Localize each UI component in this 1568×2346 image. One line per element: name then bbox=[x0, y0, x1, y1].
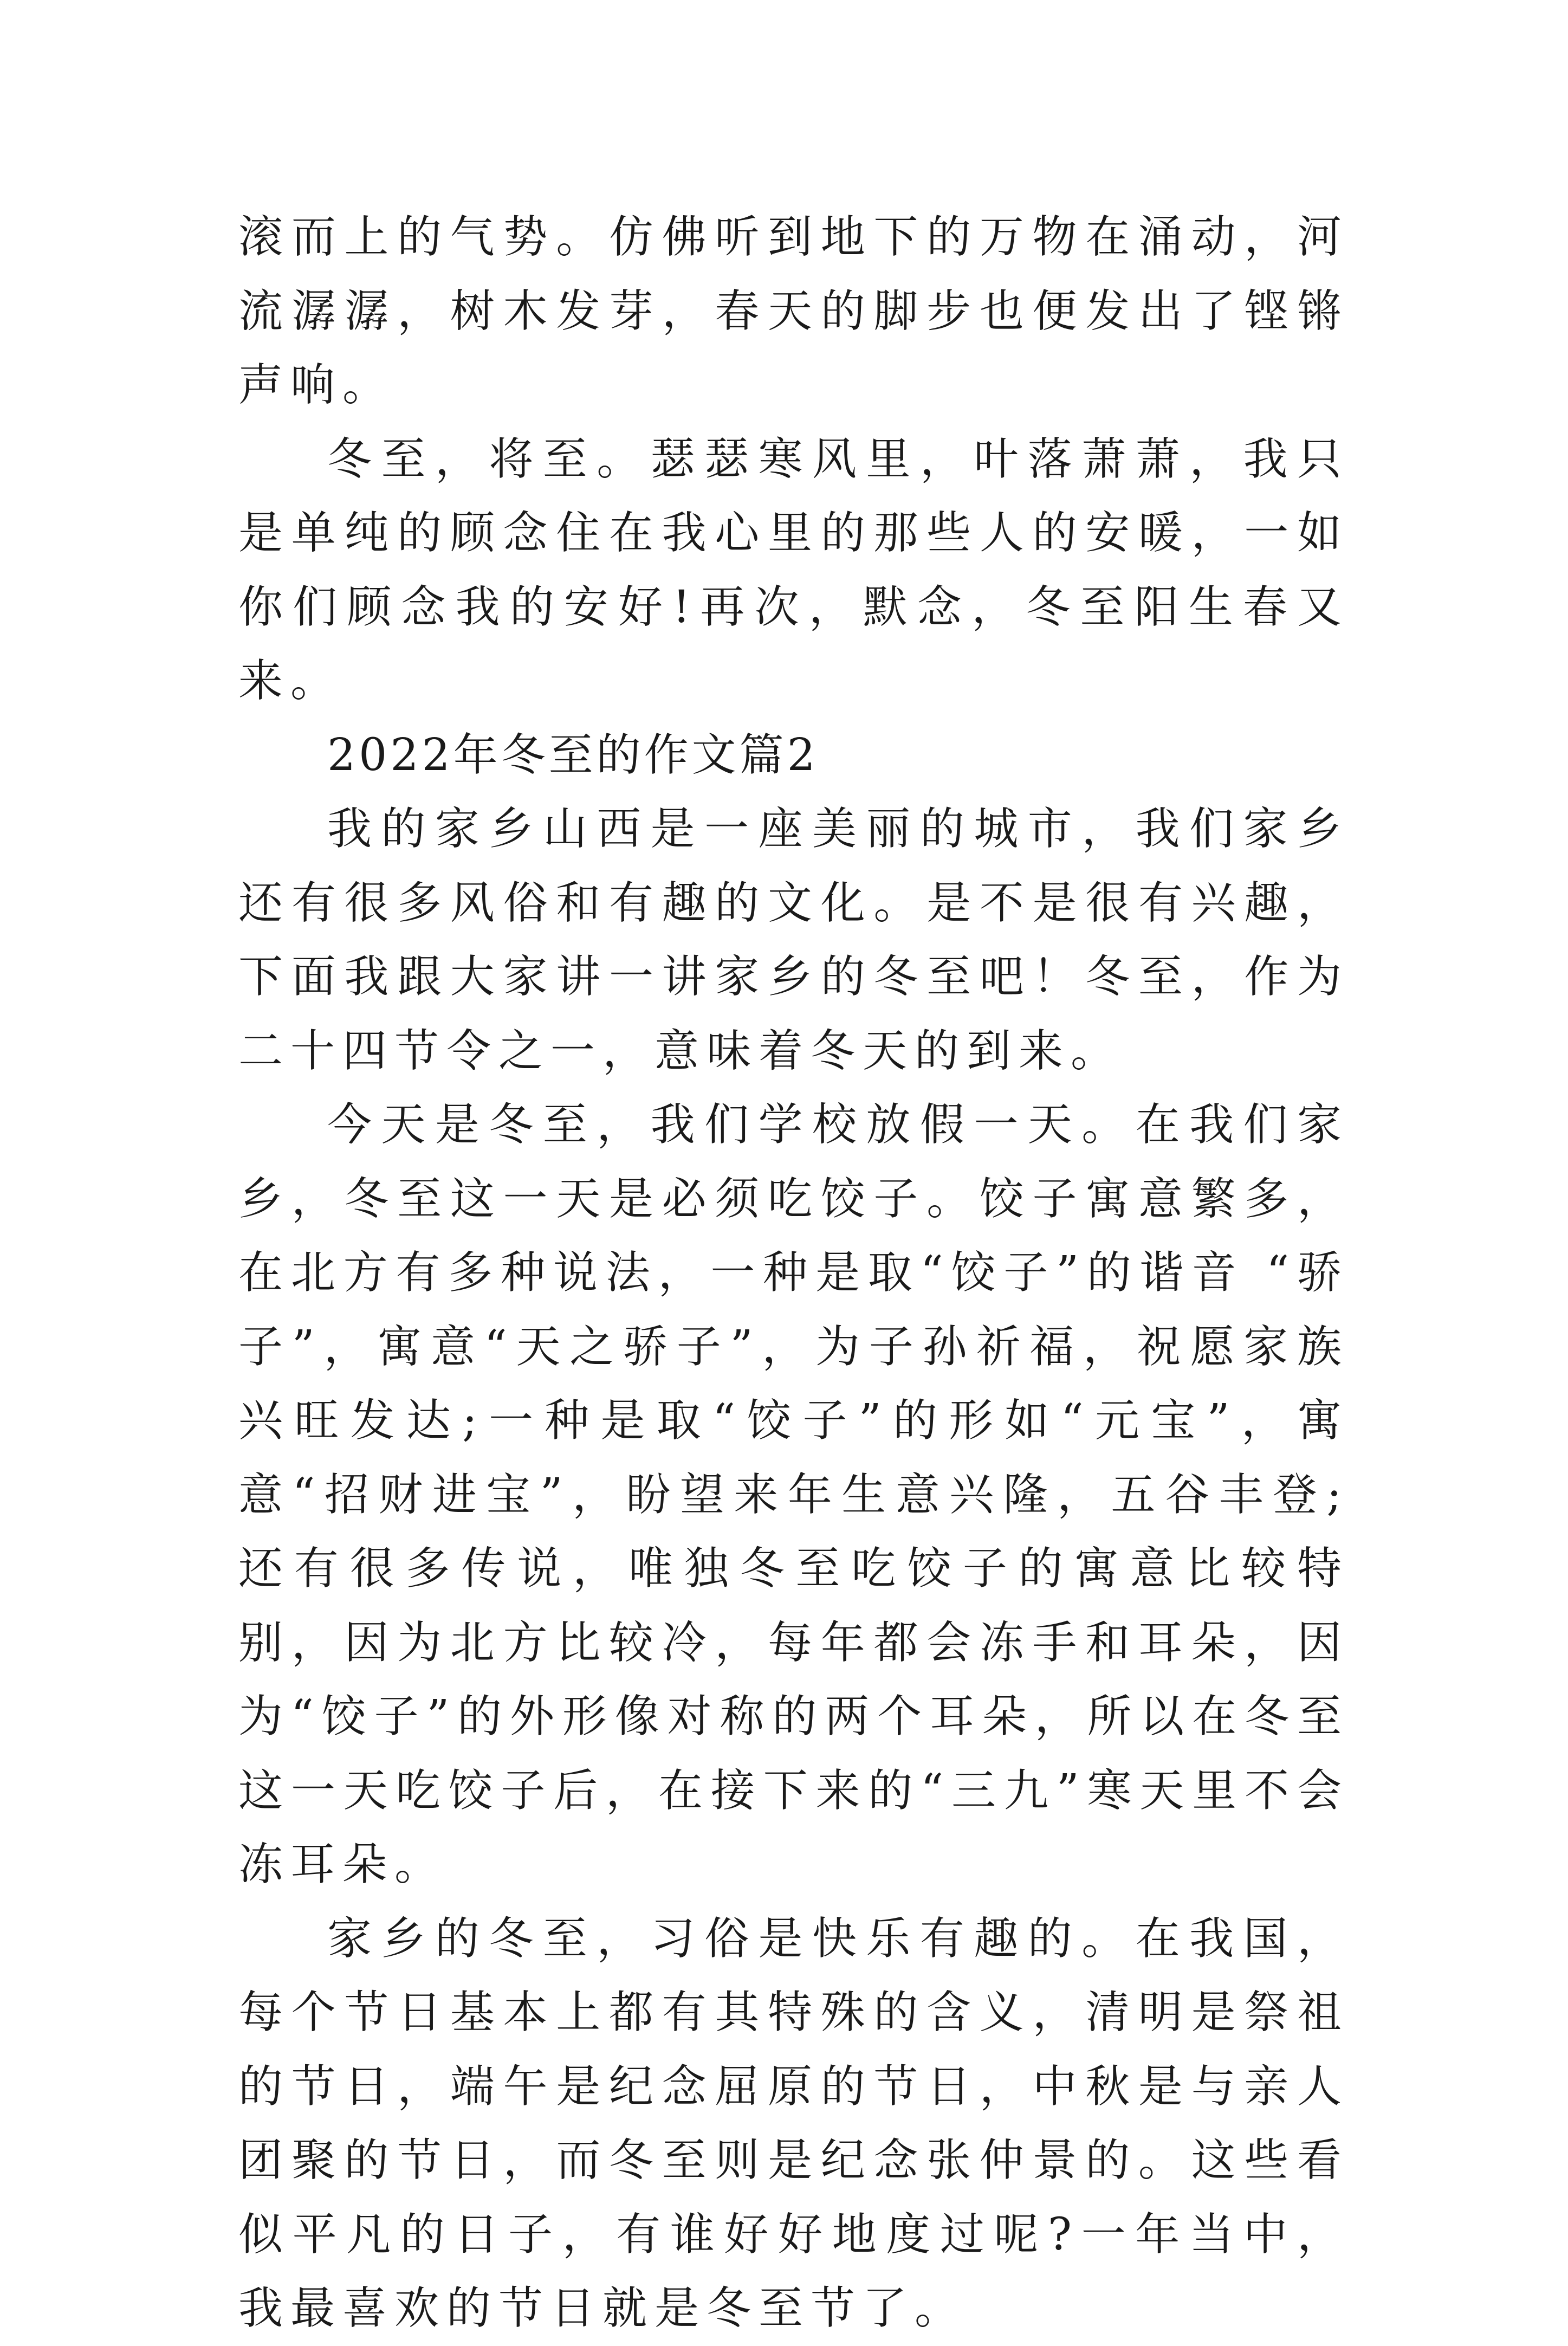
paragraph-continued: 滚而上的气势。仿佛听到地下的万物在涌动，河流潺潺，树木发芽，春天的脚步也便发出了铿锵声响。 bbox=[238, 211, 1349, 411]
paragraph-dumplings: 今天是冬至，我们学校放假一天。在我们家乡，冬至这一天是必须吃饺子。饺子寓意繁多，在北方有多种说法，一种是取“饺子”的谐音 “骄子”，寓意“天之骄子”，为子孙祈福，祝愿家族兴旺发达;一种是取“饺子”的形如“元宝”，寓意“招财进宝”，盼望来年生意兴隆，五谷丰登;还有很多传说，唯独冬至吃饺子的寓意比较特别，因为北方比较冷，每年都会冻手和耳朵，因为“饺子”的外形像对称的两个耳朵，所以在冬至这一天吃饺子后，在接下来的“三九”寒天里不会冻耳朵。 bbox=[238, 1099, 1349, 1890]
paragraph-customs: 家乡的冬至，习俗是快乐有趣的。在我国，每个节日基本上都有其特殊的含义，清明是祭祖的节日，端午是纪念屈原的节日，中秋是与亲人团聚的节日，而冬至则是纪念张仲景的。这些看似平凡的日子，有谁好好地度过呢?一年当中，我最喜欢的节日就是冬至节了。 bbox=[238, 1912, 1349, 2334]
paragraph-hometown-intro: 我的家乡山西是一座美丽的城市，我们家乡还有很多风俗和有趣的文化。是不是很有兴趣，下面我跟大家讲一讲家乡的冬至吧！冬至，作为二十四节令之一，意味着冬天的到来。 bbox=[238, 803, 1349, 1077]
essay-heading: 2022年冬至的作文篇2 bbox=[327, 729, 819, 781]
paragraph-winter-solstice-approaching: 冬至，将至。瑟瑟寒风里，叶落萧萧，我只是单纯的顾念住在我心里的那些人的安暖，一如你们顾念我的安好!再次，默念，冬至阳生春又来。 bbox=[238, 433, 1349, 707]
document-body bbox=[238, 201, 1349, 2346]
